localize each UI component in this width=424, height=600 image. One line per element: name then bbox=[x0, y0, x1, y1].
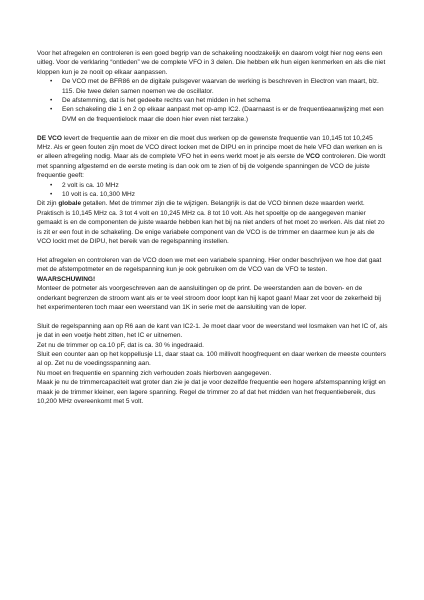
vco-emphasis: VCO bbox=[305, 153, 320, 161]
vco-heading: DE VCO bbox=[37, 134, 62, 142]
afregelen-paragraph: Het afregelen en controleren van de VCO doen we met een variabele spanning. Hier onder beschrijven we hoe dat gaat met de afstempotmeter en de regelspanning kun je ook gebruiken om de VCO van de VFO te testen. bbox=[37, 256, 382, 274]
intro-paragraph: Voor het afregelen en controleren is een goed begrip van de schakeling noodzakelijk en daarom volgt hier nog eens een uitleg. Voor de verklaring “ontleden” we de complete VFO in 3 delen. Die hebben elk hun eigen kenmerken en als die niet kloppen kun je ze nooit op elkaar aanpassen. bbox=[37, 50, 386, 76]
document-body bbox=[37, 49, 389, 406]
globale-text: getallen. Met de trimmer zijn die te wijzigen. Belangrijk is dat de VCO binnen deze waarden werkt. Praktisch is 10,145 MHz ca. 3 tot 4 volt en 10,245 MHz ca. 8 tot 10 volt. Als het spoeltje op de aangegeven manier gemaakt is en de componenten de juiste waarde hebben kan het bij na niet anders of het moet zo werken. Als dat niet zo is zit er een fout in de schakeling. De enige variabele component van de VCO is de trimmer en daarmee kun je als de VCO lockt met de DIPU, het bereik van de regelspanning instellen. bbox=[37, 200, 385, 246]
vco-text-tail: controleren. Die wordt met spanning afgestemd en de eerste meting is dan ook om te zien of bij de volgende spanningen de VCO de juiste frequentie geeft: bbox=[37, 153, 386, 180]
globale-paragraph bbox=[37, 199, 389, 246]
procedure-paragraph: Sluit de regelspanning aan op R6 aan de kant van IC2-1. Je moet daar voor de weerstand wel losmaken van het IC of, als je dat in een voetje hebt zitten, het IC er uitnemen. Zet nu de trimmer op ca.10 pF, dat is ca. 30 % ingedraaid. Sluit een counter aan op het koppellusje L1, daar staat ca. 100 millivolt hoogfrequent en daar werken de meeste counters al op. Zet nu de voedingsspanning aan. Nu moet en frequentie en spanning zich verhouden zoals hierboven aangegeven. Maak je nu de trimmercapaciteit wat groter dan zie je dat je voor dezelfde frequentie een hogere afstemspanning krijgt en maak je de trimmer kleiner, een lagere spanning. Regel de trimmer zo af dat het midden van het frequentiebereik, dus 10,200 MHz overeenkomt met 5 volt. bbox=[37, 322, 388, 405]
list-item: • 2 volt is ca. 10 MHz bbox=[62, 181, 389, 190]
list-item: • De afstemming, dat is het gedeelte rechts van het midden in het schema bbox=[62, 96, 389, 105]
warning-title: WAARSCHUWING! bbox=[37, 275, 96, 283]
vco-paragraph bbox=[37, 134, 389, 181]
voltage-list bbox=[37, 181, 389, 200]
warning-paragraph: Monteer de potmeter als voorgeschreven aan de aansluitingen op de print. De weerstanden aan de boven- en de onderkant begrenzen de stroom want als er te veel stroom door loopt kan hij kapot gaan! Maar zet voor de zekerheid bij het experimenteren toch maar een weerstand van 1K in serie met de aansluiting van de loper. bbox=[37, 285, 381, 311]
vfo-parts-list bbox=[37, 77, 389, 124]
vco-text: levert de frequentie aan de mixer en die moet dus werken op de gewenste frequentie van 10,145 tot 10,245 MHz. Als er geen fouten zijn moet de VCO direct locken met de DIPU en in principe moet de hele VFO dan werken en is er alleen afregeling nodig. Maar als de complete VFO het in eens werkt moet je als eerste de bbox=[37, 134, 383, 161]
globale-emphasis: globale bbox=[58, 200, 82, 208]
list-item: • De VCO met de BFR86 en de digitale pulsgever waarvan de werking is beschreven in Electron van maart, blz. 115. Die twee delen samen noemen we de oscillator. bbox=[62, 77, 389, 96]
globale-prefix: Dit zijn bbox=[37, 200, 59, 208]
list-item: • 10 volt is ca. 10,300 MHz bbox=[62, 190, 389, 199]
list-item: • Een schakeling die 1 en 2 op elkaar aanpast met op-amp IC2. (Daarnaast is er de frequentieaanwijzing met een DVM en de frequentielock maar die doen hier even niet terzake.) bbox=[62, 105, 389, 124]
